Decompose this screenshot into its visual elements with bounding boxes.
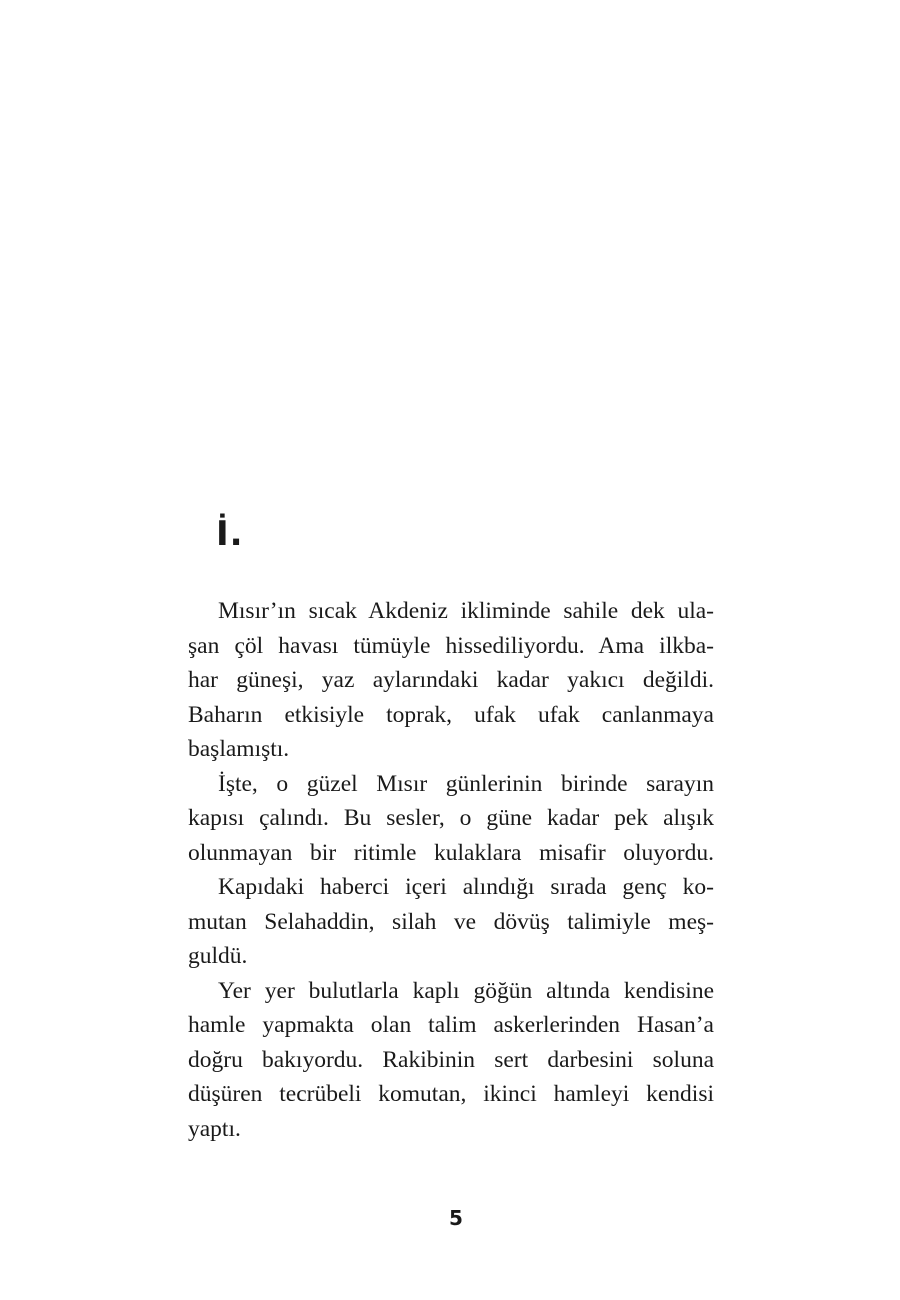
chapter-number: İ. (216, 514, 244, 554)
text-line: başlamıştı. (188, 736, 290, 762)
page-number: 5 (449, 1206, 463, 1230)
text-line: Baharın etkisiyle toprak, ufak ufak canlanmaya (188, 701, 714, 728)
text-line: har güneşi, yaz aylarındaki kadar yakıcı değildi. (188, 667, 714, 693)
text-line: şan çöl havası tümüyle hissediliyordu. Ama ilkba- (188, 632, 714, 659)
chapter-body (188, 594, 714, 1146)
text-line: doğru bakıyordu. Rakibinin sert darbesini soluna (188, 1046, 714, 1073)
text-line: hamle yapmakta olan talim askerlerinden Hasan’a (188, 1012, 714, 1038)
text-line: Yer yer bulutlarla kaplı göğün altında kendisine (218, 977, 714, 1004)
paragraph-4 (188, 974, 714, 1147)
text-line: Kapıdaki haberci içeri alındığı sırada genç ko- (218, 874, 714, 900)
paragraph-1 (188, 594, 714, 767)
paragraph-2 (188, 767, 714, 871)
paragraph-3 (188, 870, 714, 974)
text-line: İşte, o güzel Mısır günlerinin birinde sarayın (218, 770, 714, 797)
text-line: yaptı. (188, 1115, 241, 1142)
text-line: guldü. (188, 943, 248, 969)
text-line: Mısır’ın sıcak Akdeniz ikliminde sahile dek ula- (218, 598, 714, 624)
text-line: mutan Selahaddin, silah ve dövüş talimiyle meş- (188, 908, 714, 935)
text-line: olunmayan bir ritimle kulaklara misafir oluyordu. (188, 839, 714, 866)
text-line: düşüren tecrübeli komutan, ikinci hamleyi kendisi (188, 1081, 714, 1107)
text-line: kapısı çalındı. Bu sesler, o güne kadar pek alışık (188, 805, 714, 831)
